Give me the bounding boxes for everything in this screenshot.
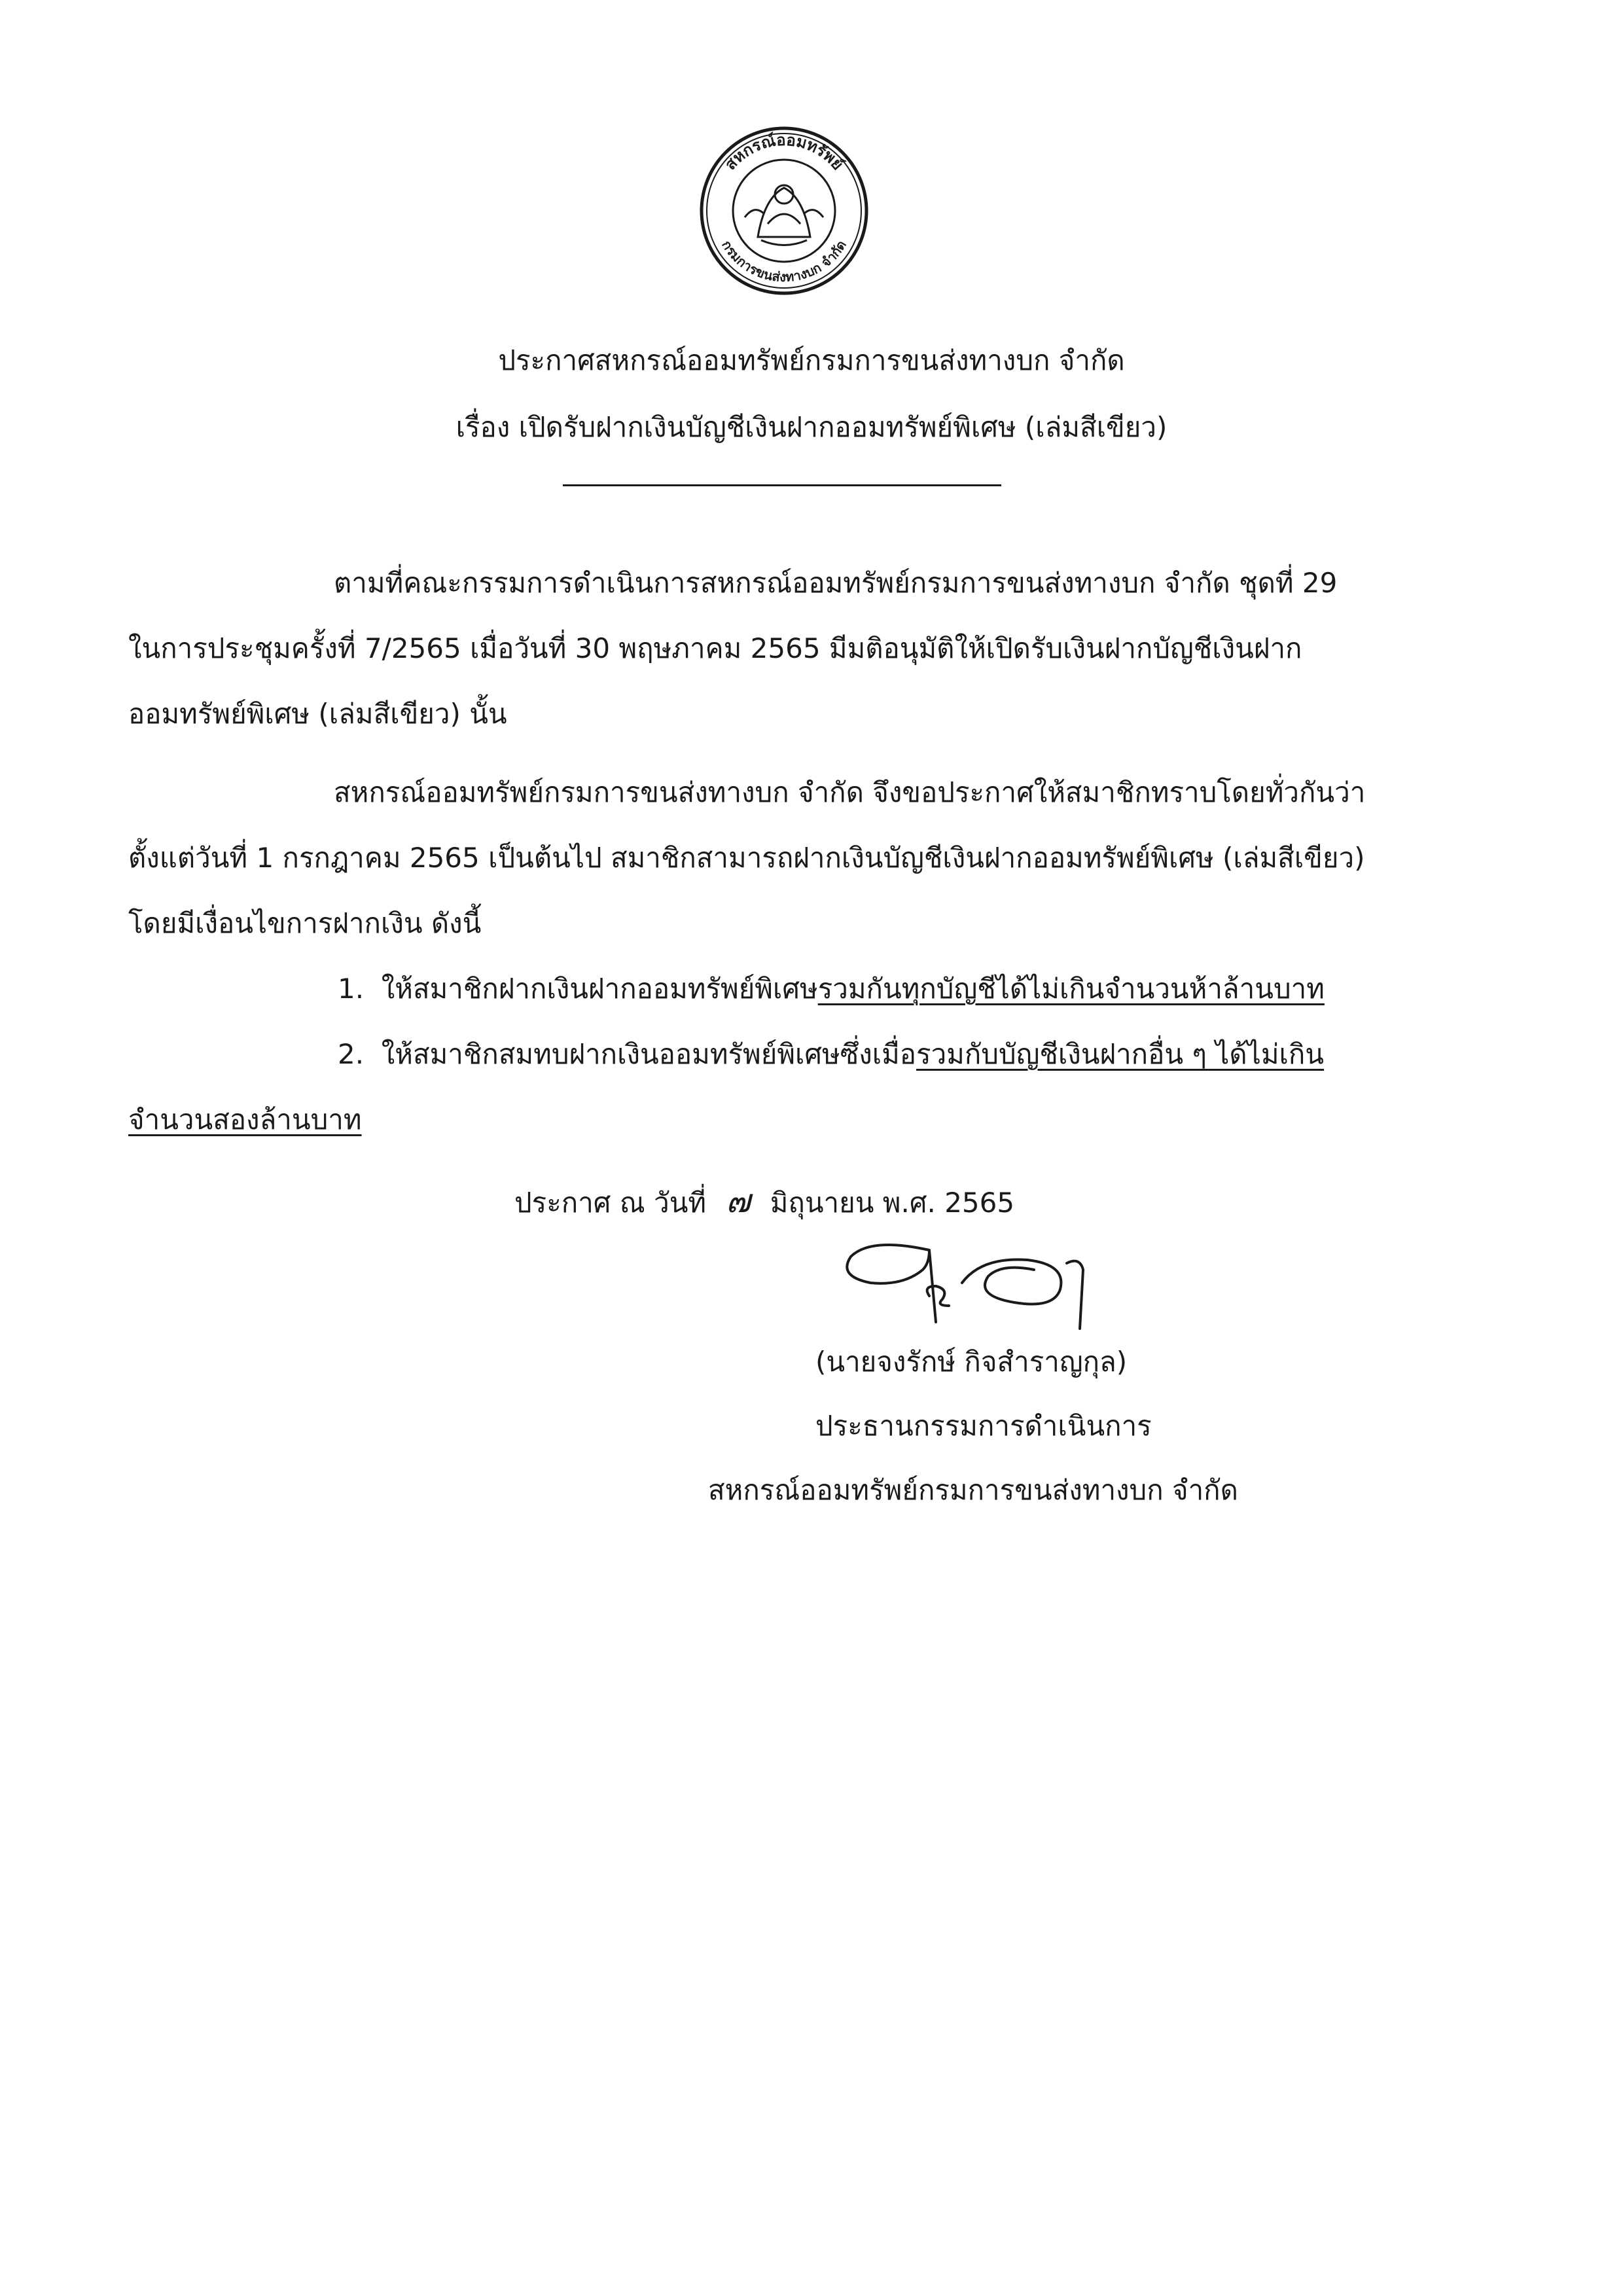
announcement-title: ประกาศสหกรณ์ออมทรัพย์กรมการขนส่งทางบก จำกัด <box>498 344 1125 376</box>
item2-number: 2. <box>338 1038 365 1070</box>
announcement-subject: เรื่อง เปิดรับฝากเงินบัญชีเงินฝากออมทรัพย์พิเศษ (เล่มสีเขียว) <box>455 411 1168 443</box>
item2-text: ให้สมาชิกสมทบฝากเงินออมทรัพย์พิเศษซึ่งเมื่อ <box>381 1038 917 1070</box>
announce-day: ๗ <box>726 1182 751 1220</box>
announce-suffix: มิถุนายน พ.ศ. 2565 <box>770 1187 1015 1219</box>
para1-line1: ตามที่คณะกรรมการดำเนินการสหกรณ์ออมทรัพย์กรมการขนส่งทางบก จำกัด ชุดที่ 29 <box>334 567 1338 599</box>
para1-line2: ในการประชุมครั้งที่ 7/2565 เมื่อวันที่ 30 พฤษภาคม 2565 มีมติอนุมัติให้เปิดรับเงินฝากบัญชีเงินฝาก <box>128 632 1302 664</box>
para1-line3: ออมทรัพย์พิเศษ (เล่มสีเขียว) นั้น <box>128 698 507 730</box>
svg-text:สหกรณ์ออมทรัพย์ <box>721 131 847 173</box>
condition-item-2-continuation <box>128 1103 362 1136</box>
signatory-name: (นายจงรักษ์ กิจสำราญกุล) <box>815 1346 1128 1378</box>
handwritten-signature <box>831 1224 1119 1335</box>
seal-bottom-text: กรมการขนส่งทางบก จำกัด <box>719 237 849 285</box>
seal-top-text: สหกรณ์ออมทรัพย์ <box>721 130 847 174</box>
para2-line1: สหกรณ์ออมทรัพย์กรมการขนส่งทางบก จำกัด จึงขอประกาศให้สมาชิกทราบโดยทั่วกันว่า <box>334 776 1366 808</box>
condition-item-1 <box>338 975 1325 1003</box>
announce-prefix: ประกาศ ณ วันที่ <box>514 1187 707 1219</box>
item1-text: ให้สมาชิกฝากเงินฝากออมทรัพย์พิเศษ <box>381 973 818 1005</box>
item2-continuation: จำนวนสองล้านบาท <box>128 1103 362 1136</box>
announce-date <box>514 1182 1015 1220</box>
item1-underlined: รวมกันทุกบัญชีได้ไม่เกินจำนวนห้าล้านบาท <box>817 973 1325 1005</box>
cooperative-seal-icon <box>699 126 869 296</box>
item2-underlined: รวมกับบัญชีเงินฝากอื่น ๆ ได้ไม่เกิน <box>916 1038 1324 1070</box>
para2-line2: ตั้งแต่วันที่ 1 กรกฎาคม 2565 เป็นต้นไป สมาชิกสามารถฝากเงินบัญชีเงินฝากออมทรัพย์พิเศษ (เล่มสีเขียว) <box>128 842 1365 874</box>
signatory-organization: สหกรณ์ออมทรัพย์กรมการขนส่งทางบก จำกัด <box>708 1474 1238 1506</box>
signatory-position: ประธานกรรมการดำเนินการ <box>815 1410 1152 1442</box>
title-divider <box>563 484 1001 486</box>
condition-item-2 <box>338 1038 1324 1070</box>
para2-line3: โดยมีเงื่อนไขการฝากเงิน ดังนี้ <box>128 907 482 939</box>
item1-number: 1. <box>338 973 365 1005</box>
